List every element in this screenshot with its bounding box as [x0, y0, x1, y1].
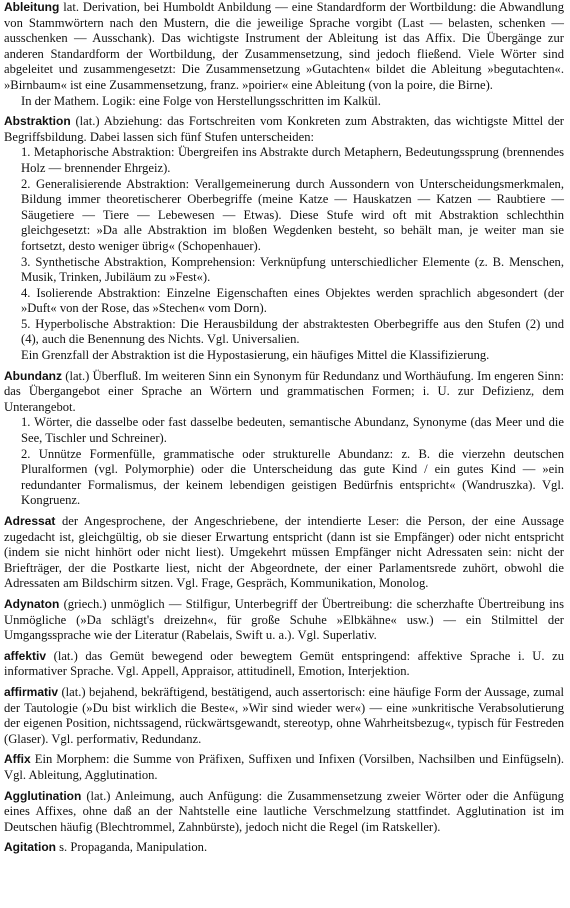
definition: lat. Derivation, bei Humboldt Anbildung — eine Standardform der Wortbildung: die Abwandlung von Stammwörtern nach den Mustern, die die jeweilige Sprache vorgibt (Last — belasten, schenken — ausschenken — Ausschank). Das wichtigste Instrument der Ableitung ist das Affix. Die Übergänge zur anderen Standardform der Wortbildung, der Zusammensetzung, sind jedoch fließend. Viele Wörter sind abgeleitet und zusammengesetzt: Die Zusammensetzung »Gutachten« bildet die Ableitung »begutachten«. »Birnbaum« ist eine Zusammensetzung, franz. »poirier« eine Ableitung (von la poire, die Birne).: [4, 0, 564, 92]
entry-affirmativ: [4, 685, 564, 747]
definition: (lat.) Anleimung, auch Anfügung: die Zusammensetzung zweier Wörter oder die Anfügung eines Affixes, ohne daß an der Nahtstelle eine lautliche Verschmelzung stattfindet. Agglutination ist im Deutschen häufig (Blechtrommel, Zahnbürste), jedoch nicht die Regel (im Ratskeller).: [4, 788, 564, 834]
list-item: 4. Isolierende Abstraktion: Einzelne Eigenschaften eines Objektes werden sprachlich abgesondert (der »Duft« von der Rose, das »Stechen« vom Dorn).: [21, 285, 564, 316]
entry-affix: [4, 752, 564, 783]
list-item: 1. Metaphorische Abstraktion: Übergreifen ins Abstrakte durch Metaphern, Bedeutungssprung (brennendes Holz — brennender Ehrgeiz).: [21, 145, 564, 175]
list-item: 5. Hyperbolische Abstraktion: Die Herausbildung der abstraktesten Oberbegriffe aus den Stufen (2) und (4), auch die Benennung des Nichts. Vgl. Universalien.: [21, 316, 564, 347]
definition: (griech.) unmöglich — Stilfigur, Unterbegriff der Übertreibung: die scherzhafte Übertreibung ins Unmögliche (»Da schlägt's dreizehn«, für große Schuhe »Elbkähne« usw.) — ein Stilmittel der Umgangssprache wie der Literatur (Rabelais, Swift u. a.). Vgl. Superlativ.: [4, 596, 564, 643]
headword: Agglutination: [4, 788, 82, 803]
entry-ableitung: [4, 0, 564, 109]
headword: Ableitung: [4, 0, 60, 14]
list-item: 1. Wörter, die dasselbe oder fast dasselbe bedeuten, semantische Abundanz, Synonyme (das Meer und die See, Tischler und Schreiner).: [21, 415, 564, 446]
definition-subsense: In der Mathem. Logik: eine Folge von Herstellungsschritten im Kalkül.: [21, 93, 381, 108]
entry-agitation: [4, 840, 564, 856]
headword: Abstraktion: [4, 114, 71, 129]
definition-note: Ein Grenzfall der Abstraktion ist die Hypostasierung, ein häufiges Mittel die Klassifizierung.: [21, 348, 490, 363]
list-item: 2. Unnütze Formenfülle, grammatische oder strukturelle Abundanz: z. B. die vierzehn deutschen Pluralformen (vgl. Polymorphie) oder die Unterscheidung das gute Kind / ein gutes Kind — »ein redundanter Formalismus, der keinem lebendigen geistigen Bedürfnis entspricht« (Wandruszka). Vgl. Kongruenz.: [21, 446, 564, 508]
headword: Affix: [4, 752, 31, 767]
definition: der Angesprochene, der Angeschriebene, der intendierte Leser: die Person, der eine Aussage zugedacht ist, gleichgültig, ob sie dieser Erwartung entspricht (dann ist sie Empfänger) oder nicht entspricht (indem sie nicht hinhört oder nicht liest). Umgekehrt müssen Empfänger nicht Adressaten sein: nicht der Briefträger, der die Postkarte liest, nicht der Abgeordnete, der einer Parlamentsrede zuhört, obwohl die Adressaten am Bildschirm sitzen. Vgl. Frage, Gespräch, Kommunikation, Monolog.: [4, 514, 564, 591]
headword: Agitation: [4, 840, 56, 855]
definition: Ein Morphem: die Summe von Präfixen, Suffixen und Infixen (Vorsilben, Nachsilben und Einfügseln). Vgl. Ableitung, Agglutination.: [4, 752, 564, 782]
headword: Adynaton: [4, 596, 60, 611]
entry-agglutination: [4, 789, 564, 836]
definition: (lat.) bejahend, bekräftigend, bestätigend, auch assertorisch: eine häufige Form der Aussage, zumal der Tautologie (»Du bist wirklich die Beste«, »Wir sind wieder wer«) — eine »unkritische Verabsolutierung der eigenen Position, nichtssagend, rückwärtsgewandt, stereotyp, ohne Wahrheitsbezug«, typisch für Festreden (Glaser). Vgl. performativ, Redundanz.: [4, 684, 564, 746]
definition: (lat.) Abziehung: das Fortschreiten vom Konkreten zum Abstrakten, das wichtigste Mittel der Begriffsbildung. Dabei lassen sich fünf Stufen unterscheiden:: [4, 114, 564, 144]
definition: s. Propaganda, Manipulation.: [59, 840, 208, 855]
headword: affirmativ: [4, 684, 59, 699]
headword: affektiv: [4, 648, 47, 663]
entry-adynaton: [4, 597, 564, 644]
definition: (lat.) Überfluß. Im weiteren Sinn ein Synonym für Redundanz und Worthäufung. Im engeren Sinn: das Übergangebot einer Sprache an Wörtern und grammatischen Formen; i. U. zur Defizienz, dem Unterangebot.: [4, 368, 564, 414]
headword: Abundanz: [4, 368, 62, 383]
entry-abstraktion: [4, 114, 564, 364]
list-item: 2. Generalisierende Abstraktion: Verallgemeinerung durch Aussondern von Unterscheidungsmerkmalen, Bildung immer theoretischerer Oberbegriffe (meine Katze — Hauskatzen — Katzen — Raubtiere — Säugetiere — Tiere — Lebewesen — Etwas). Diese Stufe wird oft mit Abstraktion schlechthin gleichgesetzt: »Da alle Abstraktion im bloßen Wegdenken besteht, so behält man, je weiter man sie fortsetzt, desto weniger übrig« (Schopenhauer).: [21, 176, 564, 253]
entry-adressat: [4, 514, 564, 592]
definition: (lat.) das Gemüt bewegend oder bewegtem Gemüt entspringend: affektive Sprache i. U. zu informativer Sprache. Vgl. Appell, Appraisor, attitudinell, Emotion, Interjektion.: [4, 648, 564, 679]
entry-affektiv: [4, 649, 564, 680]
headword: Adressat: [4, 514, 56, 528]
entry-abundanz: [4, 369, 564, 509]
list-item: 3. Synthetische Abstraktion, Komprehension: Verknüpfung unterschiedlicher Elemente (z. B. Menschen, Musik, Trinken, Jubiläum zu »Fest«).: [21, 254, 564, 285]
